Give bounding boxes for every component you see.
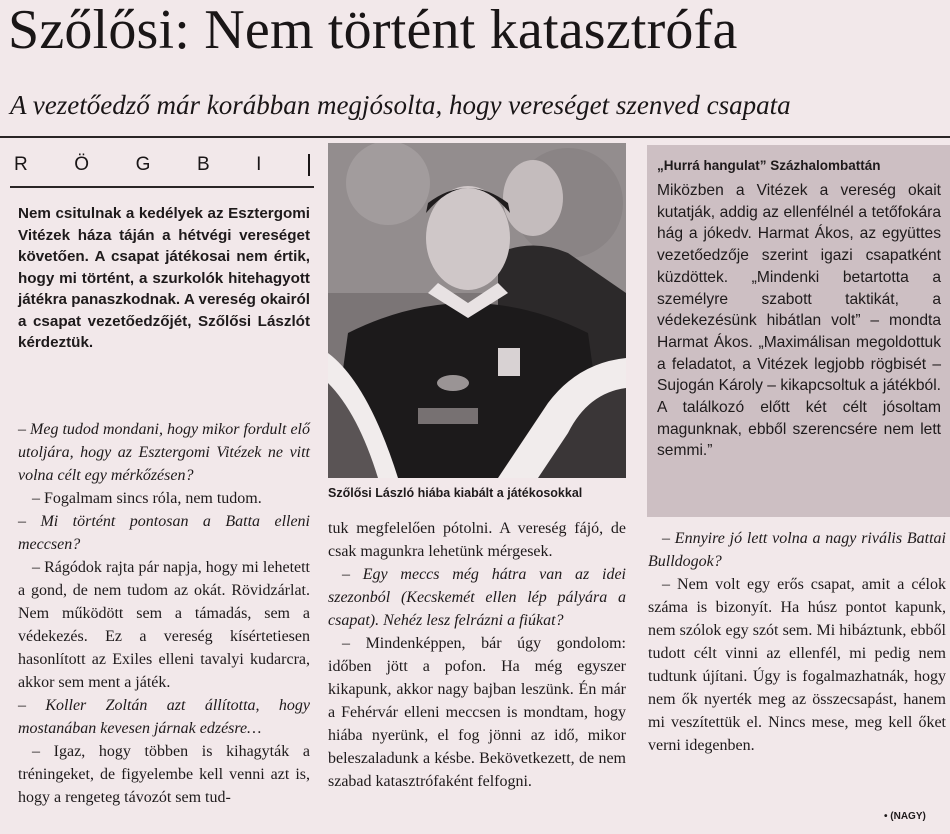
interview-question: – Meg tudod mondani, hogy mikor fordult elő utoljára, hogy az Esztergomi Vitézek ne vitt volna célt egy mérkőzésen? xyxy=(18,421,310,484)
article-lead xyxy=(18,203,310,354)
interview-question: – Ennyire jó lett volna a nagy rivális Battai Bulldogok? xyxy=(648,530,946,570)
column-1 xyxy=(18,418,310,809)
interview-question: – Koller Zoltán azt állította, hogy mostanában kevesen járnak edzésre… xyxy=(18,697,310,737)
sidebar-title: „Hurrá hangulat” Százhalombattán xyxy=(657,158,881,173)
interview-answer: – Rágódok rajta pár napja, hogy mi lehetett a gond, de nem tudom az okát. Rövidzárlat. Nem működött sem a támadás, sem a védekezés. Ez a vereség kísértetiesen hasonlított az Exiles elleni tavalyi kudarcra, akkor sem ment a játék. xyxy=(18,559,310,691)
photo-caption: Szőlősi László hiába kiabált a játékosokkal xyxy=(328,486,583,500)
lead-paragraph: Nem csitulnak a kedélyek az Esztergomi Vitézek háza táján a hétvégi vereséget követően. A csapat játékosai nem értik, hogy mi történt, a szurkolók hitehagyott játékra panaszkodnak. A vereség okairól a csapat vezetőedzőjét, Szőlősi Lászlót kérdeztük. xyxy=(18,205,310,351)
interview-question: – Egy meccs még hátra van az idei szezonból (Kecskemét ellen lép pályára a csapat). Nehéz lesz felrázni a fiúkat? xyxy=(328,566,626,629)
rubric-letter: B xyxy=(196,154,210,175)
interview-answer: – Fogalmam sincs róla, nem tudom. xyxy=(32,490,262,507)
article-headline: Szőlősi: Nem történt katasztrófa xyxy=(8,0,738,61)
author-signature: • (NAGY) xyxy=(884,811,926,822)
interview-question: – Mi történt pontosan a Batta elleni meccsen? xyxy=(18,513,310,553)
interview-answer: – Mindenképpen, bár úgy gondolom: időben jött a pofon. Ha még egyszer kikapunk, akkor nagy bajban leszünk. Én már a Fehérvár elleni meccsen is mondtam, hogy hiába nyerünk, el fog jönni az idő, mikor beleszaladunk a késbe. Bekövetkezett, de nem szabad katasztrófaként felfogni. xyxy=(328,635,626,790)
interview-answer: – Igaz, hogy többen is kihagyták a tréningeket, de figyelembe kell venni azt is, hogy a rengeteg távozót sem tud- xyxy=(18,743,310,806)
rubric-letter: R xyxy=(14,154,28,175)
rubric-divider xyxy=(10,186,314,188)
interview-answer: – Nem volt egy erős csapat, amit a célok száma is bizonyít. Ha húsz pontot kapunk, nem szólok egy szót sem. Mi hibáztunk, ebből tudott célt vinni az ellenfél, mi pedig nem tudtunk újítani. Úgy is fogalmazhatnák, hogy nem ők nyerték meg az összecsapást, hanem mi veszítettük el. Nincs mese, meg kell őket verni idegenben. xyxy=(648,576,946,754)
rubric-bar xyxy=(308,154,310,176)
rubric-letter: Ö xyxy=(74,154,90,175)
column-3 xyxy=(648,527,946,757)
interview-answer: tuk megfelelően pótolni. A vereség fájó, de csak magunkra lehetünk mérgesek. xyxy=(328,520,626,560)
coach-photo xyxy=(328,143,626,478)
rubric-letter: G xyxy=(135,154,151,175)
sidebar-box xyxy=(647,145,950,517)
header-divider xyxy=(0,136,950,138)
sidebar-text: Miközben a Vitézek a vereség okait kutatják, addig az ellenfélnél a tetőfokára hág a jókedv. Harmat Ákos, az együttes vezetőedzője szerint igazi csapatként küzdöttek. „Mindenki betartotta a személyre szabott taktikát, a védekezésünk hibátlan volt” – mondta Harmat Ákos. „Maximálisan megoldottuk a feladatot, a Vitézek legjobb rögbisét – Sujogán Károly – kikapcsoltuk a játékból. A találkozó előtt két célt jósoltam magunknak, ebből szerencsére nem lett semmi.” xyxy=(657,182,941,460)
section-rubric xyxy=(14,146,310,184)
rubric-letter: I xyxy=(256,154,262,175)
article-subheadline: A vezetőedző már korábban megjósolta, hogy vereséget szenved csapata xyxy=(10,90,791,120)
column-2 xyxy=(328,517,626,793)
